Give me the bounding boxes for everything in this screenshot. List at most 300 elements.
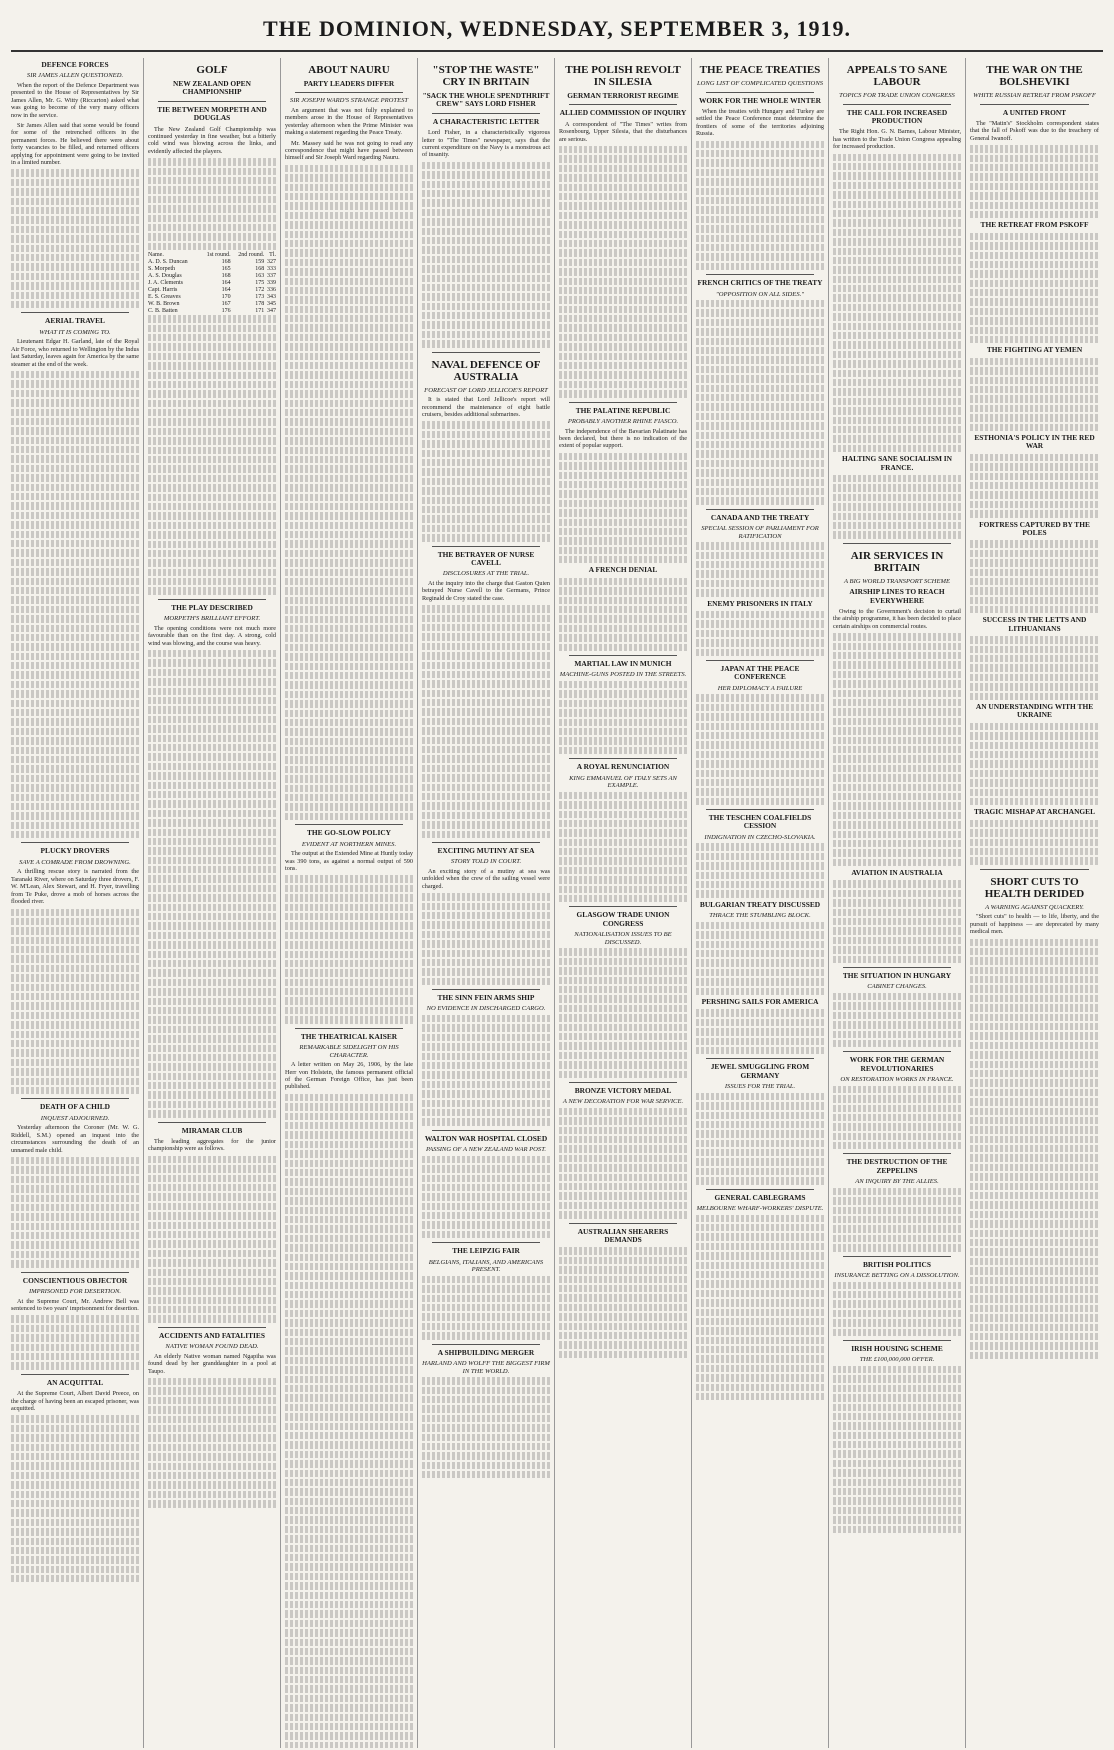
text-line — [285, 728, 413, 735]
text-line — [285, 885, 413, 892]
text-line — [148, 1463, 276, 1470]
text-line — [422, 1304, 550, 1311]
text-line — [696, 319, 824, 326]
divider — [21, 842, 129, 843]
text-line — [422, 1156, 550, 1163]
text-line — [285, 531, 413, 538]
text-line — [559, 165, 687, 172]
text-line — [285, 1376, 413, 1383]
text-line — [285, 951, 413, 958]
headline: THE THEATRICAL KAISER — [300, 1031, 398, 1041]
text-line — [148, 1212, 276, 1219]
text-line — [285, 1479, 413, 1486]
article-paragraph: A letter written on May 26, 1906, by the late Herr von Holstein, the famous permanent official of the German Foreign Office, has just been published. — [285, 1061, 413, 1091]
text-line — [833, 398, 961, 405]
text-line — [285, 259, 413, 266]
text-line — [11, 918, 139, 925]
text-line — [422, 831, 550, 838]
text-line — [285, 1291, 413, 1298]
text-line — [970, 1164, 1099, 1171]
text-line — [970, 482, 1099, 489]
text-line — [559, 1061, 687, 1068]
text-line — [559, 634, 687, 641]
text-line — [970, 1051, 1099, 1058]
text-line — [833, 370, 961, 377]
text-line — [833, 1432, 961, 1439]
text-line — [422, 652, 550, 659]
text-line — [11, 512, 139, 519]
text-line — [148, 456, 276, 463]
text-line — [422, 450, 550, 457]
text-line — [148, 904, 276, 911]
text-line — [11, 1157, 139, 1164]
headline: SHORT CUTS TO HEALTH DERIDED — [984, 875, 1085, 900]
text-line — [833, 360, 961, 367]
text-line — [285, 672, 413, 679]
headline: AUSTRALIAN SHEARERS DEMANDS — [577, 1226, 669, 1244]
headline: AVIATION IN AUSTRALIA — [851, 868, 943, 878]
text-line — [11, 493, 139, 500]
text-line — [148, 847, 276, 854]
text-line — [970, 510, 1099, 517]
text-line — [11, 1575, 139, 1582]
divider — [569, 1082, 677, 1083]
text-line — [559, 249, 687, 256]
text-line — [833, 1497, 961, 1504]
text-line — [559, 490, 687, 497]
text-line — [559, 537, 687, 544]
text-line — [696, 328, 824, 335]
text-line — [559, 547, 687, 554]
text-line — [833, 1216, 961, 1223]
text-line — [422, 431, 550, 438]
text-line — [696, 1243, 824, 1250]
text-line — [970, 587, 1099, 594]
text-line — [148, 315, 276, 322]
subheadline: NO EVIDENCE IN DISCHARGED CARGO. — [426, 1005, 546, 1013]
text-line — [11, 1353, 139, 1360]
headline: IRISH HOUSING SCHEME — [851, 1343, 943, 1353]
text-line — [696, 639, 824, 646]
text-line — [696, 1121, 824, 1128]
text-line — [11, 937, 139, 944]
text-line — [11, 399, 139, 406]
text-line — [11, 1059, 139, 1066]
text-line — [285, 1732, 413, 1739]
table-header: Name. — [148, 252, 164, 259]
text-line — [285, 1225, 413, 1232]
text-line — [833, 1479, 961, 1486]
text-line — [970, 164, 1099, 171]
text-line — [148, 1387, 276, 1394]
text-line — [11, 254, 139, 261]
text-line — [696, 206, 824, 213]
divider — [706, 1189, 814, 1190]
headline: THE WAR ON THE BOLSHEVIKI — [986, 64, 1083, 88]
divider — [843, 1153, 951, 1154]
text-line — [696, 1233, 824, 1240]
text-line — [148, 1007, 276, 1014]
text-line — [285, 960, 413, 967]
article-paragraph: The Right Hon. G. N. Barnes, Labour Minister, has written to the Trade Union Congress appealing for increased production. — [833, 128, 961, 151]
text-line — [833, 494, 961, 501]
text-line — [11, 831, 139, 838]
text-line — [970, 939, 1099, 946]
text-line — [11, 606, 139, 613]
article-paragraph: A correspondent of "The Times" writes from Rosenbourg, Upper Silesia, that the disturbances are serious. — [559, 120, 687, 143]
text-line — [11, 596, 139, 603]
text-line — [285, 400, 413, 407]
headline: EXCITING MUTINY AT SEA — [437, 845, 535, 855]
text-line — [833, 294, 961, 301]
text-line — [11, 465, 139, 472]
text-line — [285, 437, 413, 444]
text-line — [696, 216, 824, 223]
text-line — [833, 172, 961, 179]
text-line — [148, 697, 276, 704]
text-line — [833, 774, 961, 781]
subheadline: SIR JAMES ALLEN QUESTIONED. — [26, 72, 124, 80]
text-line — [696, 1355, 824, 1362]
text-line — [696, 413, 824, 420]
subheadline: MORPETH'S BRILLIANT EFFORT. — [163, 615, 261, 623]
text-line — [833, 475, 961, 482]
text-line — [11, 1166, 139, 1173]
text-line — [422, 506, 550, 513]
divider — [843, 543, 951, 544]
text-line — [559, 221, 687, 228]
text-line — [11, 1087, 139, 1094]
text-line — [148, 334, 276, 341]
text-line — [11, 1547, 139, 1554]
text-line — [148, 158, 276, 165]
divider — [432, 1242, 540, 1243]
text-line — [285, 663, 413, 670]
text-line — [11, 568, 139, 575]
text-line — [148, 531, 276, 538]
text-line — [696, 1318, 824, 1325]
text-line — [970, 1070, 1099, 1077]
text-line — [422, 468, 550, 475]
text-line — [970, 655, 1099, 662]
text-line — [285, 606, 413, 613]
text-line — [970, 1136, 1099, 1143]
text-line — [148, 875, 276, 882]
text-line — [559, 690, 687, 697]
text-line — [285, 644, 413, 651]
headline: JAPAN AT THE PEACE CONFERENCE — [720, 663, 800, 682]
divider — [21, 1272, 129, 1273]
text-line — [559, 390, 687, 397]
text-line — [559, 1127, 687, 1134]
text-line — [11, 747, 139, 754]
subheadline: A BIG WORLD TRANSPORT SCHEME — [844, 577, 950, 585]
text-line — [696, 704, 824, 711]
text-line — [970, 1014, 1099, 1021]
article-paragraph: Owing to the Government's decision to curtail the airship programme, it has been decided to place certain airships on commercial routes. — [833, 608, 961, 630]
headline: MIRAMAR CLUB — [181, 1125, 243, 1135]
text-line — [285, 1016, 413, 1023]
text-line — [970, 693, 1099, 700]
text-line — [11, 927, 139, 934]
text-line — [833, 937, 961, 944]
text-line — [11, 1556, 139, 1563]
text-line — [422, 662, 550, 669]
divider — [843, 967, 951, 968]
text-line — [559, 1164, 687, 1171]
subheadline: MACHINE-GUNS POSTED IN THE STREETS. — [559, 671, 687, 679]
text-line — [148, 1444, 276, 1451]
text-line — [11, 690, 139, 697]
text-line — [970, 1305, 1099, 1312]
text-line — [559, 184, 687, 191]
text-line — [833, 1040, 961, 1047]
table-header: 1st round. — [206, 252, 231, 259]
text-line — [285, 988, 413, 995]
text-line — [148, 960, 276, 967]
text-line — [148, 706, 276, 713]
text-line — [285, 1582, 413, 1589]
text-line — [285, 1685, 413, 1692]
text-line — [559, 462, 687, 469]
text-line — [285, 803, 413, 810]
text-line — [11, 784, 139, 791]
text-line — [285, 681, 413, 688]
text-line — [148, 1306, 276, 1313]
text-line — [11, 1334, 139, 1341]
text-line — [970, 995, 1099, 1002]
text-line — [422, 1462, 550, 1469]
headline: AN ACQUITTAL — [46, 1377, 104, 1387]
headline: A SHIPBUILDING MERGER — [437, 1347, 535, 1357]
text-line — [285, 1610, 413, 1617]
text-line — [11, 578, 139, 585]
divider — [843, 104, 951, 105]
headline: THE SITUATION IN HUNGARY — [842, 970, 952, 980]
subheadline: WORK FOR THE WHOLE WINTER — [699, 95, 821, 105]
text-line — [148, 494, 276, 501]
text-line — [559, 1276, 687, 1283]
text-line — [11, 502, 139, 509]
subheadline: "OPPOSITION ON ALL SIDES." — [715, 290, 805, 298]
text-line — [559, 519, 687, 526]
article-paragraph: The independence of the Bavarian Palatinate has been declared, but there is no indication of the extent of popular support. — [559, 427, 687, 450]
text-line — [285, 1714, 413, 1721]
text-line — [148, 1406, 276, 1413]
text-line — [285, 231, 413, 238]
text-line — [11, 484, 139, 491]
text-line — [285, 1592, 413, 1599]
text-line — [696, 1168, 824, 1175]
headline: FORTRESS CAPTURED BY THE POLES — [979, 519, 1090, 537]
text-line — [833, 927, 961, 934]
text-line — [970, 454, 1099, 461]
text-line — [833, 1460, 961, 1467]
table-cell: 327 — [267, 259, 276, 266]
headline: BRITISH POLITICS — [863, 1259, 931, 1269]
text-line — [285, 1150, 413, 1157]
text-line — [970, 1098, 1099, 1105]
text-line — [833, 341, 961, 348]
text-line — [559, 556, 687, 563]
newspaper-page — [7, 0, 1107, 1748]
text-line — [148, 922, 276, 929]
text-line — [285, 1507, 413, 1514]
text-line — [11, 282, 139, 289]
text-line — [285, 1498, 413, 1505]
text-line — [970, 1258, 1099, 1265]
text-line — [696, 1262, 824, 1269]
text-line — [559, 1005, 687, 1012]
text-line — [11, 207, 139, 214]
text-line — [285, 447, 413, 454]
text-line — [696, 225, 824, 232]
table-cell: W. B. Brown — [148, 301, 180, 308]
text-line — [970, 1333, 1099, 1340]
headline: ENEMY PRISONERS IN ITALY — [707, 598, 813, 608]
text-line — [285, 371, 413, 378]
headline: "STOP THE WASTE" CRY IN BRITAIN — [432, 64, 540, 88]
table-cell: 175 — [255, 280, 265, 287]
text-line — [148, 1472, 276, 1479]
text-line — [422, 1100, 550, 1107]
text-line — [285, 1676, 413, 1683]
text-line — [833, 1133, 961, 1140]
article-paragraph: Mr. Massey said he was not going to read any correspondence that might have passed between himself and Sir Joseph Ward regarding Nauru. — [285, 139, 413, 162]
text-line — [285, 904, 413, 911]
headline: THE SINN FEIN ARMS SHIP — [437, 993, 535, 1003]
text-line — [559, 334, 687, 341]
text-line — [970, 1352, 1099, 1359]
text-line — [11, 1528, 139, 1535]
table-cell: 171 — [255, 308, 265, 315]
headline: THE POLISH REVOLT IN SILESIA — [565, 64, 681, 88]
text-line — [559, 306, 687, 313]
text-line — [833, 1095, 961, 1102]
text-line — [833, 388, 961, 395]
text-line — [11, 1434, 139, 1441]
text-line — [559, 362, 687, 369]
text-line — [696, 561, 824, 568]
text-line — [285, 894, 413, 901]
text-line — [696, 723, 824, 730]
text-line — [833, 1225, 961, 1232]
text-line — [833, 182, 961, 189]
text-line — [148, 800, 276, 807]
subheadline: TOPICS FOR TRADE UNION CONGRESS — [839, 92, 955, 99]
text-line — [422, 959, 550, 966]
text-line — [148, 1203, 276, 1210]
text-line — [559, 1351, 687, 1358]
text-line — [11, 765, 139, 772]
text-line — [422, 525, 550, 532]
text-line — [11, 226, 139, 233]
text-line — [696, 620, 824, 627]
text-line — [422, 784, 550, 791]
text-line — [285, 278, 413, 285]
text-line — [833, 1021, 961, 1028]
text-line — [559, 1192, 687, 1199]
text-line — [422, 1212, 550, 1219]
text-line — [833, 849, 961, 856]
text-line — [422, 497, 550, 504]
subheadline: WHAT IT IS COMING TO. — [39, 328, 111, 336]
text-line — [285, 738, 413, 745]
text-line — [970, 751, 1099, 758]
text-line — [970, 405, 1099, 412]
headline: PERSHING SAILS FOR AMERICA — [701, 996, 819, 1006]
text-line — [559, 1042, 687, 1049]
text-line — [285, 700, 413, 707]
text-line — [148, 782, 276, 789]
text-line — [833, 503, 961, 510]
text-line — [422, 293, 550, 300]
text-line — [11, 974, 139, 981]
text-line — [148, 550, 276, 557]
text-line — [970, 424, 1099, 431]
article-paragraph: Yesterday afternoon the Coroner (Mr. W. G. Riddell, S.M.) opened an inquest into the circumstances surrounding the death of an unnamed male child. — [11, 1124, 139, 1154]
text-line — [696, 169, 824, 176]
text-line — [559, 371, 687, 378]
columns — [7, 58, 1107, 1748]
text-line — [970, 760, 1099, 767]
text-line — [11, 273, 139, 280]
text-line — [559, 1202, 687, 1209]
text-line — [970, 550, 1099, 557]
table-cell: 336 — [267, 287, 276, 294]
text-line — [970, 414, 1099, 421]
text-line — [696, 347, 824, 354]
text-line — [970, 1032, 1099, 1039]
text-line — [148, 578, 276, 585]
column-3 — [281, 58, 418, 1748]
text-line — [11, 1453, 139, 1460]
divider — [843, 1051, 951, 1052]
text-line — [833, 276, 961, 283]
text-line — [833, 831, 961, 838]
text-line — [285, 1695, 413, 1702]
text-line — [285, 465, 413, 472]
text-line — [559, 597, 687, 604]
text-line — [422, 921, 550, 928]
text-line — [833, 1507, 961, 1514]
text-line — [559, 958, 687, 965]
text-line — [833, 313, 961, 320]
text-line — [970, 1126, 1099, 1133]
text-line — [833, 993, 961, 1000]
text-line — [285, 1460, 413, 1467]
text-line — [970, 1324, 1099, 1331]
table-cell: 163 — [255, 273, 265, 280]
text-line — [285, 1235, 413, 1242]
text-line — [11, 671, 139, 678]
text-line — [833, 484, 961, 491]
divider — [569, 1223, 677, 1224]
text-line — [559, 353, 687, 360]
text-line — [970, 298, 1099, 305]
text-line — [970, 173, 1099, 180]
text-line — [559, 1033, 687, 1040]
column-5 — [555, 58, 692, 1748]
text-line — [285, 1207, 413, 1214]
subheadline: WHITE RUSSIAN RETREAT FROM PSKOFF — [973, 92, 1096, 99]
headline: BULGARIAN TREATY DISCUSSED — [699, 899, 821, 909]
text-line — [422, 793, 550, 800]
text-line — [11, 775, 139, 782]
text-line — [833, 765, 961, 772]
column-8 — [966, 58, 1103, 1748]
text-line — [970, 280, 1099, 287]
